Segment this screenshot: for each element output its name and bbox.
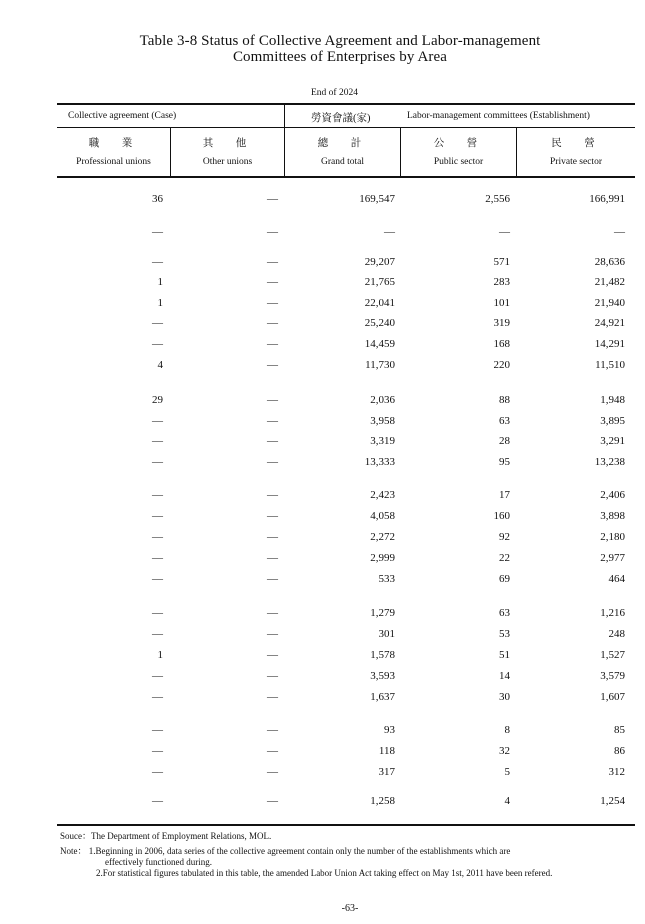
- cell-other: —: [267, 628, 278, 640]
- cell-public: 2,556: [485, 193, 510, 205]
- cell-total: 11,730: [365, 359, 395, 371]
- cell-total: 317: [378, 766, 395, 778]
- col-private-cjk: 民 營: [551, 138, 601, 149]
- table-row: [0, 669, 645, 687]
- cell-professional: 29: [152, 394, 163, 406]
- cell-private: 3,579: [600, 670, 625, 682]
- cell-total: 22,041: [364, 297, 395, 309]
- cell-other: —: [267, 359, 278, 371]
- cell-private: 166,991: [589, 193, 625, 205]
- cell-other: —: [267, 766, 278, 778]
- table-title-line1: Table 3-8 Status of Collective Agreement and Labor-management: [139, 33, 541, 49]
- cell-other: —: [267, 193, 278, 205]
- cell-total: 169,547: [359, 193, 395, 205]
- cell-total: 93: [384, 724, 395, 736]
- cell-other: —: [267, 415, 278, 427]
- cell-total: 4,058: [370, 510, 395, 522]
- table-row: [0, 414, 645, 432]
- cell-total: 2,272: [370, 531, 395, 543]
- cell-public: 220: [493, 359, 510, 371]
- cell-other: —: [267, 724, 278, 736]
- cell-public: 95: [499, 456, 510, 468]
- table-top-rule: [57, 103, 635, 105]
- labor-committee-header-cjk: 勞資會議(家): [311, 113, 371, 124]
- cell-public: —: [499, 226, 510, 238]
- cell-private: 2,406: [600, 489, 625, 501]
- cell-total: —: [384, 226, 395, 238]
- cell-private: 1,254: [600, 795, 625, 807]
- cell-private: 464: [608, 573, 625, 585]
- cell-public: 160: [493, 510, 510, 522]
- cell-public: 30: [499, 691, 510, 703]
- page-number: -63-: [341, 903, 359, 914]
- table-row: [0, 255, 645, 273]
- cell-total: 13,333: [364, 456, 395, 468]
- col-other-en: Other unions: [202, 157, 253, 167]
- period-label: End of 2024: [311, 88, 358, 98]
- cell-professional: —: [152, 256, 163, 268]
- col-public-cjk: 公 營: [433, 138, 484, 149]
- cell-private: 2,180: [600, 531, 625, 543]
- table-row: [0, 690, 645, 708]
- table-row: [0, 530, 645, 548]
- cell-other: —: [267, 489, 278, 501]
- cell-professional: —: [152, 317, 163, 329]
- cell-total: 3,319: [370, 435, 395, 447]
- cell-other: —: [267, 573, 278, 585]
- cell-total: 118: [378, 745, 395, 757]
- cell-public: 8: [504, 724, 510, 736]
- table-row: [0, 192, 645, 210]
- table-row: [0, 455, 645, 473]
- cell-professional: —: [152, 226, 163, 238]
- cell-private: 21,482: [594, 276, 625, 288]
- cell-total: 14,459: [364, 338, 395, 350]
- cell-other: —: [267, 297, 278, 309]
- cell-professional: —: [152, 745, 163, 757]
- table-row: [0, 488, 645, 506]
- cell-total: 21,765: [364, 276, 395, 288]
- cell-total: 3,593: [370, 670, 395, 682]
- cell-private: 28,636: [594, 256, 625, 268]
- cell-public: 51: [499, 649, 510, 661]
- cell-professional: —: [152, 456, 163, 468]
- col-other-cjk: 其 他: [202, 138, 253, 149]
- table-row: [0, 551, 645, 569]
- cell-professional: —: [152, 510, 163, 522]
- table-row: [0, 723, 645, 741]
- cell-other: —: [267, 226, 278, 238]
- cell-other: —: [267, 276, 278, 288]
- col-public-en: Public sector: [433, 157, 484, 167]
- cell-public: 63: [499, 415, 510, 427]
- cell-public: 69: [499, 573, 510, 585]
- cell-other: —: [267, 338, 278, 350]
- table-row: [0, 358, 645, 376]
- table-bottom-rule: [57, 824, 635, 826]
- cell-public: 4: [504, 795, 510, 807]
- header-bottom-rule: [57, 176, 635, 178]
- table-row: [0, 744, 645, 762]
- table-row: [0, 296, 645, 314]
- cell-other: —: [267, 317, 278, 329]
- col-private-en: Private sector: [550, 157, 602, 167]
- table-row: [0, 765, 645, 783]
- cell-private: 21,940: [594, 297, 625, 309]
- labor-committee-header-en: Labor-management committees (Establishment): [407, 111, 590, 121]
- col-total-en: Grand total: [320, 157, 364, 167]
- cell-other: —: [267, 691, 278, 703]
- cell-professional: —: [152, 691, 163, 703]
- cell-total: 25,240: [364, 317, 395, 329]
- cell-total: 2,036: [370, 394, 395, 406]
- cell-professional: —: [152, 628, 163, 640]
- cell-private: 2,977: [600, 552, 625, 564]
- cell-public: 101: [493, 297, 510, 309]
- cell-other: —: [267, 531, 278, 543]
- note-2: 2.For statistical figures tabulated in this table, the amended Labor Union Act taking effect on May 1st, 2011 have been refered.: [96, 868, 553, 878]
- table-row: [0, 275, 645, 293]
- cell-public: 319: [493, 317, 510, 329]
- cell-public: 32: [499, 745, 510, 757]
- note-1-continued: effectively functioned during.: [105, 857, 213, 867]
- note-1: Note： 1.Beginning in 2006, data series of the collective agreement contain only the number of the establishments which are: [60, 846, 511, 856]
- cell-professional: —: [152, 531, 163, 543]
- col-professional-en: Professional unions: [76, 157, 151, 167]
- cell-private: 3,291: [600, 435, 625, 447]
- cell-professional: 4: [157, 359, 163, 371]
- cell-private: 11,510: [595, 359, 625, 371]
- col-total-cjk: 總 計: [317, 138, 368, 149]
- source-note: Souce：The Department of Employment Relations, MOL.: [60, 831, 272, 841]
- cell-total: 533: [378, 573, 395, 585]
- cell-public: 168: [493, 338, 510, 350]
- cell-professional: —: [152, 607, 163, 619]
- cell-professional: —: [152, 573, 163, 585]
- col-professional-cjk: 職 業: [88, 138, 139, 149]
- table-title-line2: Committees of Enterprises by Area: [232, 49, 448, 65]
- table-row: [0, 572, 645, 590]
- cell-private: 312: [608, 766, 625, 778]
- cell-other: —: [267, 670, 278, 682]
- cell-professional: —: [152, 670, 163, 682]
- cell-professional: —: [152, 724, 163, 736]
- cell-total: 2,423: [370, 489, 395, 501]
- cell-public: 283: [493, 276, 510, 288]
- cell-total: 2,999: [370, 552, 395, 564]
- cell-other: —: [267, 510, 278, 522]
- cell-other: —: [267, 649, 278, 661]
- cell-private: 85: [614, 724, 625, 736]
- table-row: [0, 648, 645, 666]
- collective-agreement-header: Collective agreement (Case): [68, 111, 177, 121]
- table-row: [0, 794, 645, 812]
- table-row: [0, 393, 645, 411]
- cell-other: —: [267, 394, 278, 406]
- cell-professional: 36: [152, 193, 163, 205]
- table-row: [0, 509, 645, 527]
- cell-public: 53: [499, 628, 510, 640]
- cell-public: 88: [499, 394, 510, 406]
- cell-professional: 1: [157, 276, 163, 288]
- table-row: [0, 434, 645, 452]
- cell-other: —: [267, 552, 278, 564]
- cell-professional: —: [152, 489, 163, 501]
- cell-private: 3,898: [600, 510, 625, 522]
- cell-professional: 1: [157, 297, 163, 309]
- cell-total: 1,279: [370, 607, 395, 619]
- cell-private: 1,607: [600, 691, 625, 703]
- cell-other: —: [267, 456, 278, 468]
- table-row: [0, 316, 645, 334]
- cell-professional: —: [152, 435, 163, 447]
- cell-public: 5: [504, 766, 510, 778]
- cell-public: 92: [499, 531, 510, 543]
- cell-other: —: [267, 745, 278, 757]
- cell-other: —: [267, 795, 278, 807]
- cell-total: 1,258: [370, 795, 395, 807]
- table-row: [0, 225, 645, 243]
- cell-public: 28: [499, 435, 510, 447]
- cell-private: 1,948: [600, 394, 625, 406]
- cell-private: 86: [614, 745, 625, 757]
- cell-public: 17: [499, 489, 510, 501]
- cell-public: 63: [499, 607, 510, 619]
- cell-total: 301: [378, 628, 395, 640]
- cell-professional: —: [152, 415, 163, 427]
- cell-other: —: [267, 256, 278, 268]
- cell-total: 1,578: [370, 649, 395, 661]
- cell-total: 29,207: [364, 256, 395, 268]
- cell-private: 3,895: [600, 415, 625, 427]
- cell-other: —: [267, 607, 278, 619]
- table-row: [0, 337, 645, 355]
- cell-professional: —: [152, 766, 163, 778]
- cell-private: 1,216: [600, 607, 625, 619]
- cell-private: 13,238: [594, 456, 625, 468]
- cell-private: 14,291: [594, 338, 625, 350]
- cell-public: 14: [499, 670, 510, 682]
- cell-public: 22: [499, 552, 510, 564]
- cell-professional: —: [152, 338, 163, 350]
- header-divider: [57, 127, 635, 128]
- cell-private: 1,527: [600, 649, 625, 661]
- cell-professional: —: [152, 552, 163, 564]
- cell-total: 3,958: [370, 415, 395, 427]
- cell-private: 248: [608, 628, 625, 640]
- cell-professional: —: [152, 795, 163, 807]
- cell-private: —: [614, 226, 625, 238]
- cell-professional: 1: [157, 649, 163, 661]
- table-row: [0, 606, 645, 624]
- cell-total: 1,637: [370, 691, 395, 703]
- cell-other: —: [267, 435, 278, 447]
- cell-private: 24,921: [594, 317, 625, 329]
- table-row: [0, 627, 645, 645]
- cell-public: 571: [493, 256, 510, 268]
